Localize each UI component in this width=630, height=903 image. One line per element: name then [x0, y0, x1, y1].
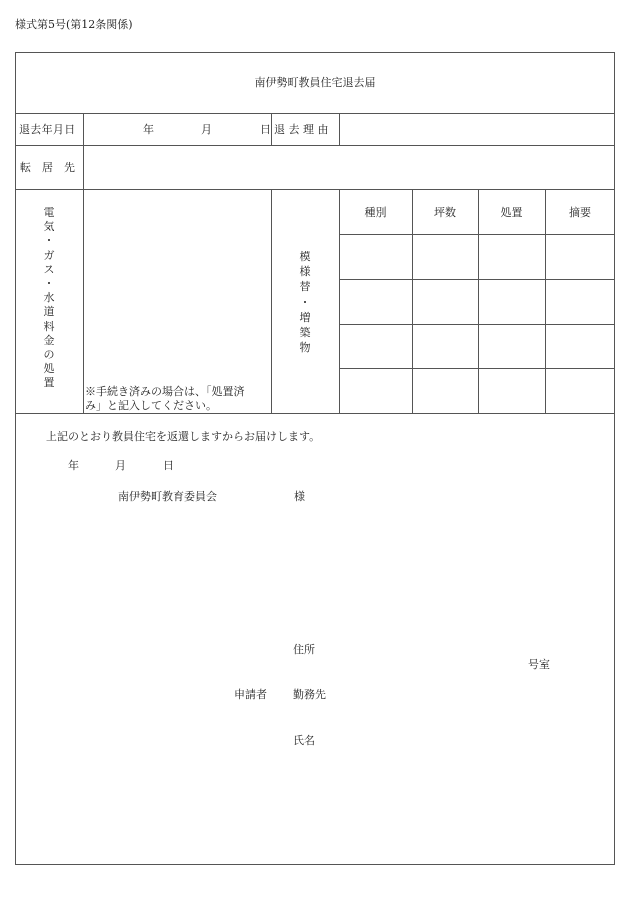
statement-day[interactable]: 日	[163, 459, 174, 472]
rule-label-column	[83, 113, 84, 413]
rule-date-reason	[271, 113, 272, 145]
room-suffix: 号室	[528, 658, 550, 671]
statement-text: 上記のとおり教員住宅を返還しますからお届けします。	[46, 430, 321, 443]
rule-mod-col3	[478, 189, 479, 413]
mod-cell[interactable]	[415, 285, 475, 321]
mod-cell[interactable]	[415, 374, 475, 410]
rule-destination-bottom	[15, 189, 615, 190]
address-label: 住所	[293, 643, 315, 656]
mod-cell[interactable]	[481, 374, 542, 410]
rule-mod-row3	[339, 324, 615, 325]
workplace-label: 勤務先	[293, 688, 326, 701]
rule-title-bottom	[15, 113, 615, 114]
mod-cell[interactable]	[415, 240, 475, 276]
addressee-org: 南伊勢町教育委員会	[118, 490, 217, 503]
rule-mod-row4	[339, 368, 615, 369]
rule-moveout-bottom	[15, 145, 615, 146]
rule-reason-value	[339, 113, 340, 145]
rule-mod-col4	[545, 189, 546, 413]
mod-cell[interactable]	[548, 330, 612, 365]
utilities-field[interactable]	[88, 196, 266, 376]
mod-cell[interactable]	[342, 374, 409, 410]
mod-cell[interactable]	[548, 285, 612, 321]
mod-cell[interactable]	[415, 330, 475, 365]
form-number: 様式第5号(第12条関係)	[15, 18, 133, 31]
form-title: 南伊勢町教員住宅退去届	[254, 76, 376, 89]
rule-table-bottom	[15, 413, 615, 414]
move-out-day[interactable]: 日	[260, 123, 271, 136]
col-header-area: 坪数	[434, 206, 456, 219]
move-out-year[interactable]: 年	[143, 123, 154, 136]
destination-label: 転 居 先	[20, 161, 75, 174]
col-header-remarks: 摘要	[569, 206, 591, 219]
mod-cell[interactable]	[481, 330, 542, 365]
utilities-note-line1: ※手続き済みの場合は、「処置済	[85, 385, 245, 398]
statement-month[interactable]: 月	[115, 459, 126, 472]
mod-cell[interactable]	[342, 330, 409, 365]
col-header-type: 種別	[364, 206, 387, 219]
move-out-reason-field[interactable]	[345, 123, 610, 136]
mod-cell[interactable]	[481, 240, 542, 276]
move-out-date-label: 退去年月日	[19, 123, 76, 136]
mod-cell[interactable]	[548, 240, 612, 276]
addressee-honorific: 様	[294, 490, 305, 503]
name-label: 氏名	[293, 734, 315, 747]
destination-field[interactable]	[90, 161, 610, 174]
move-out-month[interactable]: 月	[201, 123, 212, 136]
rule-mod-col2	[412, 189, 413, 413]
rule-mod-label-right	[339, 189, 340, 413]
utilities-label: 電 気 ・ ガ ス ・ 水 道 料 金 の 処 置	[43, 206, 55, 390]
col-header-action: 処置	[500, 206, 523, 219]
mod-cell[interactable]	[481, 285, 542, 321]
applicant-label: 申請者	[234, 688, 267, 701]
rule-mod-row1	[339, 234, 615, 235]
mod-cell[interactable]	[342, 285, 409, 321]
mod-cell[interactable]	[342, 240, 409, 276]
mod-cell[interactable]	[548, 374, 612, 410]
rule-utilities-right	[271, 189, 272, 413]
utilities-note-line2: み」と記入してください。	[85, 399, 217, 412]
modifications-label: 模 様 替 ・ 増 築 物	[299, 250, 311, 355]
statement-year[interactable]: 年	[68, 459, 79, 472]
rule-mod-row2	[339, 279, 615, 280]
move-out-reason-label: 退 去 理 由	[274, 123, 329, 136]
